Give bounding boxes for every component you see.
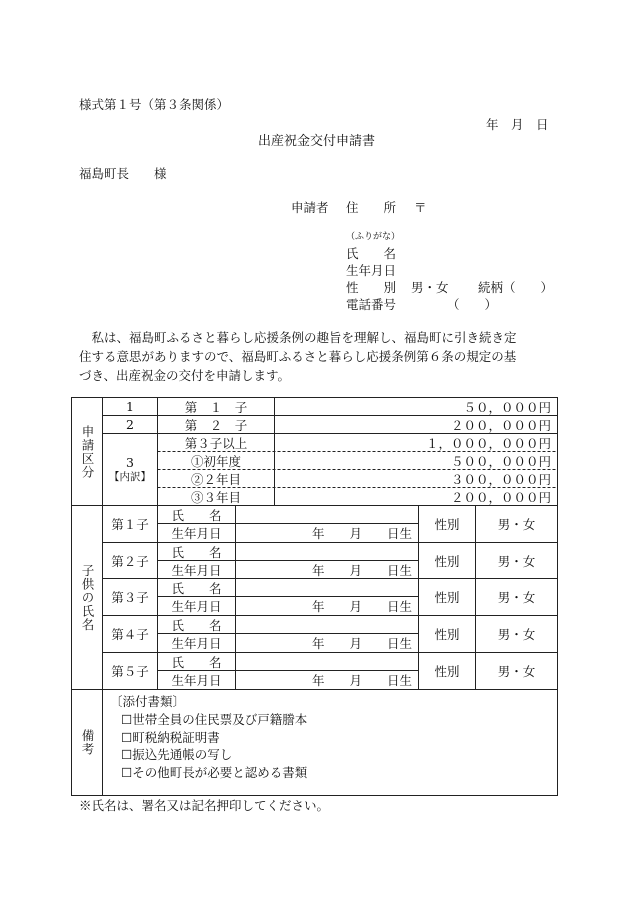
child-2-gender-value[interactable]: 男・女 — [497, 553, 536, 569]
birth-label: 生年月日 — [346, 263, 397, 278]
category-amount-year3: ２００，０００円 — [450, 489, 551, 505]
child-5-name-label: 氏 名 — [171, 654, 222, 670]
category-num-2: 2 — [126, 417, 134, 432]
category-amount-1: ５０，０００円 — [463, 399, 551, 415]
furigana-label: （ふりがな） — [346, 232, 401, 242]
attachment-item-4[interactable]: ☐その他町長が必要と認める書類 — [121, 765, 308, 780]
page-title: 出産祝金交付申請書 — [258, 134, 376, 149]
child-3-gender-label: 性別 — [434, 590, 460, 605]
child-3-birth-label: 生年月日 — [171, 599, 222, 614]
child-4-birth-date[interactable]: 年 月 日生 — [311, 636, 412, 651]
child-5-birth-date[interactable]: 年 月 日生 — [311, 673, 412, 688]
category-label-year1: ①初年度 — [190, 453, 241, 469]
category-label-3plus: 第３子以上 — [184, 435, 248, 451]
category-label-year2: ②２年目 — [190, 471, 241, 487]
child-4-label: 第４子 — [111, 627, 149, 642]
child-5-birth-label: 生年月日 — [171, 673, 222, 688]
category-amount-year2: ３００，０００円 — [450, 471, 551, 487]
child-2-name-label: 氏 名 — [171, 544, 222, 560]
category-label-2: 第 ２ 子 — [184, 417, 248, 433]
category-label-year3: ③３年目 — [190, 489, 241, 505]
category-group-3 — [103, 434, 157, 505]
remarks-header: 備考 — [80, 729, 95, 756]
child-2-gender-label: 性別 — [434, 553, 460, 569]
applicant-label: 申請者 — [291, 200, 329, 215]
child-4-birth-label: 生年月日 — [171, 636, 222, 651]
child-1-name-field[interactable] — [236, 506, 418, 523]
child-4-gender-value[interactable]: 男・女 — [497, 627, 536, 642]
form-number: 様式第１号（第３条関係） — [79, 97, 230, 112]
footnote: ※氏名は、署名又は記名押印してください。 — [79, 798, 330, 813]
relation-label: 続柄（ ） — [478, 280, 554, 295]
child-3-name-label: 氏 名 — [171, 580, 222, 596]
gender-label: 性 別 — [346, 280, 397, 295]
address-label: 住 所 — [346, 200, 397, 215]
statement-line-1: 私は、福島町ふるさと暮らし応援条例の趣旨を理解し、福島町に引き続き定 — [79, 330, 517, 345]
statement-line-3: づき、出産祝金の交付を申請します。 — [79, 368, 291, 383]
phone-label: 電話番号 — [346, 297, 397, 312]
child-5-gender-value[interactable]: 男・女 — [497, 664, 536, 679]
category-amount-2: ２００，０００円 — [450, 417, 551, 433]
child-1-birth-date[interactable]: 年 月 日生 — [311, 526, 412, 541]
child-5-name-field[interactable] — [236, 653, 418, 670]
child-4-name-label: 氏 名 — [171, 617, 222, 633]
addressee: 福島町長 様 — [79, 166, 167, 181]
gender-value: 男・女 — [411, 280, 449, 295]
child-1-gender-value[interactable]: 男・女 — [497, 517, 536, 532]
child-2-birth-label: 生年月日 — [171, 562, 222, 578]
category-breakdown-note: 【内訳】 — [109, 470, 151, 483]
child-5-label: 第５子 — [111, 664, 149, 679]
child-4-gender-label: 性別 — [434, 627, 460, 642]
attachment-item-1[interactable]: ☐世帯全員の住民票及び戸籍謄本 — [121, 712, 308, 727]
child-1-gender-label: 性別 — [434, 517, 460, 532]
statement-line-2: 住する意思がありますので、福島町ふるさと暮らし応援条例第６条の規定の基 — [79, 349, 517, 364]
postal-mark: 〒 — [414, 200, 427, 215]
child-2-label: 第２子 — [111, 553, 149, 569]
date-line: 年 月 日 — [486, 117, 549, 132]
attachment-item-2[interactable]: ☐町税納税証明書 — [121, 730, 220, 745]
category-label-1: 第 １ 子 — [184, 399, 248, 415]
children-header: 子供の氏名 — [80, 563, 95, 632]
category-num-3: 3 — [126, 454, 134, 470]
category-amount-3plus: １，０００，０００円 — [425, 435, 551, 451]
child-4-name-field[interactable] — [236, 616, 418, 633]
child-2-name-field[interactable] — [236, 543, 418, 560]
phone-value: （ ） — [447, 297, 498, 312]
child-3-gender-value[interactable]: 男・女 — [497, 590, 536, 605]
child-5-gender-label: 性別 — [434, 664, 460, 679]
child-1-name-label: 氏 名 — [171, 507, 222, 523]
category-amount-year1: ５００，０００円 — [450, 453, 551, 469]
child-1-label: 第１子 — [111, 517, 149, 532]
category-header: 申請区分 — [80, 424, 95, 479]
child-3-name-field[interactable] — [236, 579, 418, 596]
attachments-title: 〔添付書類〕 — [110, 694, 186, 709]
child-3-birth-date[interactable]: 年 月 日生 — [311, 599, 412, 614]
attachment-item-3[interactable]: ☐振込先通帳の写し — [121, 747, 233, 762]
category-num-1: 1 — [126, 399, 134, 414]
child-2-birth-date[interactable]: 年 月 日生 — [311, 562, 412, 578]
name-label: 氏 名 — [346, 246, 397, 261]
child-1-birth-label: 生年月日 — [171, 526, 222, 541]
child-3-label: 第３子 — [111, 590, 149, 605]
